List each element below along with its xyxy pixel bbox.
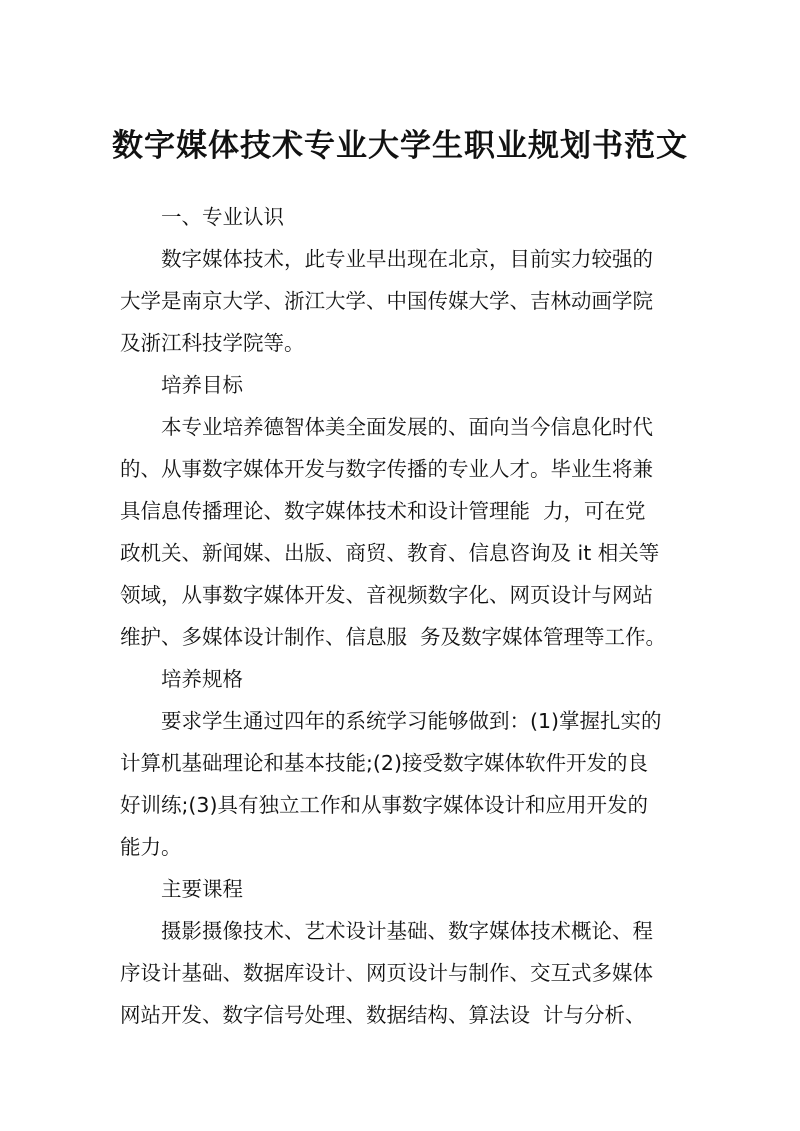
paragraph-line: 大学是南京大学、浙江大学、中国传媒大学、吉林动画学院 [120, 289, 653, 313]
paragraph-line: 维护、多媒体设计制作、信息服 务及数字媒体管理等工作。 [120, 625, 667, 649]
paragraph-line: 摄影摄像技术、艺术设计基础、数字媒体技术概论、程 [161, 919, 653, 943]
section-heading-training-goals: 培养目标 [161, 373, 243, 397]
paragraph-line: 序设计基础、数据库设计、网页设计与制作、交互式多媒体 [120, 961, 653, 985]
paragraph-line: 好训练;(3)具有独立工作和从事数字媒体设计和应用开发的 [120, 793, 648, 817]
paragraph-line: 的、从事数字媒体开发与数字传播的专业人才。毕业生将兼 [120, 457, 653, 481]
paragraph-line: 能力。 [120, 835, 182, 859]
section-heading-training-specifications: 培养规格 [161, 667, 243, 691]
document-title: 数字媒体技术专业大学生职业规划书范文 [112, 128, 688, 164]
paragraph-line: 计算机基础理论和基本技能;(2)接受数字媒体软件开发的良 [120, 751, 648, 775]
paragraph-line: 领域，从事数字媒体开发、音视频数字化、网页设计与网站 [120, 583, 653, 607]
document-body [120, 196, 680, 1036]
paragraph-line: 网站开发、数字信号处理、数据结构、算法设 计与分析、 [120, 1003, 646, 1027]
paragraph-line: 政机关、新闻媒、出版、商贸、教育、信息咨询及 it 相关等 [120, 541, 660, 565]
paragraph-line: 及浙江科技学院等。 [120, 331, 305, 355]
paragraph-line: 要求学生通过四年的系统学习能够做到：(1)掌握扎实的 [161, 709, 662, 733]
paragraph-line: 具信息传播理论、数字媒体技术和设计管理能 力，可在党 [120, 499, 646, 523]
section-heading-main-courses: 主要课程 [161, 877, 243, 901]
paragraph-line: 数字媒体技术，此专业早出现在北京，目前实力较强的 [161, 247, 653, 271]
paragraph-line: 本专业培养德智体美全面发展的、面向当今信息化时代 [161, 415, 653, 439]
section-heading-professional-understanding: 一、专业认识 [161, 205, 284, 229]
